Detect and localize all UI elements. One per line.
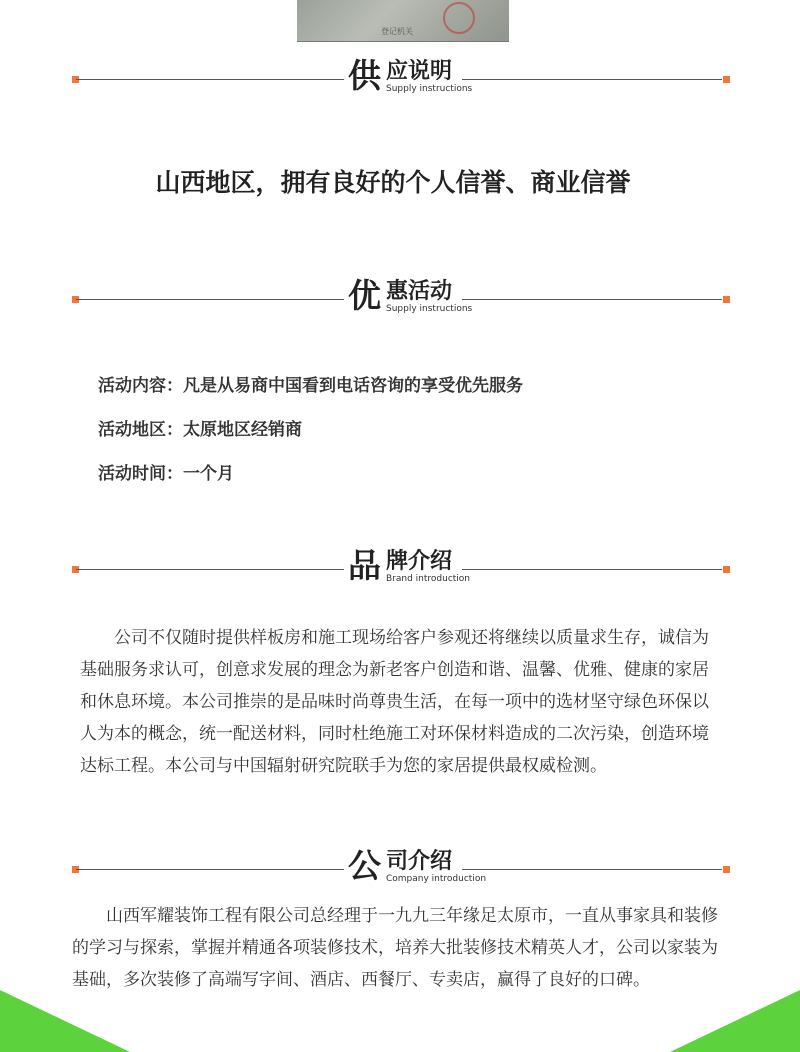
section-subtitle: Brand introduction bbox=[386, 574, 471, 584]
supply-headline: 山西地区，拥有良好的个人信誉、商业信誉 bbox=[155, 168, 631, 197]
certificate-caption: 登记机关 bbox=[381, 27, 413, 36]
divider-line-left bbox=[76, 79, 344, 80]
official-seal bbox=[443, 2, 475, 34]
divider-line-right bbox=[462, 299, 722, 300]
divider-line-right bbox=[462, 79, 722, 80]
section-title-first-char: 公 bbox=[348, 846, 381, 885]
section-title bbox=[348, 57, 472, 101]
section-title-rest: 应说明 bbox=[386, 59, 453, 84]
section-title bbox=[348, 846, 487, 891]
section-subtitle: Supply instructions bbox=[386, 84, 473, 94]
divider-dot-right bbox=[723, 866, 730, 873]
divider-dot-right bbox=[723, 296, 730, 303]
section-subtitle: Supply instructions bbox=[386, 304, 473, 314]
divider-line-left bbox=[76, 869, 344, 870]
divider-dot-right bbox=[723, 566, 730, 573]
divider-line-right bbox=[462, 869, 722, 870]
certificate-image bbox=[297, 0, 509, 42]
divider-line-left bbox=[76, 299, 344, 300]
activity-region: 活动地区：太原地区经销商 bbox=[98, 420, 302, 440]
activity-time: 活动时间：一个月 bbox=[98, 464, 234, 484]
company-intro-text: 山西军耀装饰工程有限公司总经理于一九九三年缘足太原市，一直从事家具和装修的学习与探索，掌握并精通各项装修技术，培养大批装修技术精英人才，公司以家装为基础，多次装修了高端写字间、酒店、西餐厅、专卖店，赢得了良好的口碑。 bbox=[72, 906, 718, 990]
section-title bbox=[348, 547, 472, 591]
brand-intro-text: 公司不仅随时提供样板房和施工现场给客户参观还将继续以质量求生存，诚信为基础服务求认可，创意求发展的理念为新老客户创造和谐、温馨、优雅、健康的家居和休息环境。本公司推崇的是品味时尚尊贵生活，在每一项中的选材坚守绿色环保以人为本的概念，统一配送材料，同时杜绝施工对环保材料造成的二次污染，创造环境达标工程。本公司与中国辐射研究院联手为您的家居提供最权威检测。 bbox=[80, 628, 709, 776]
section-subtitle: Company introduction bbox=[386, 874, 487, 884]
activity-content: 活动内容：凡是从易商中国看到电话咨询的享受优先服务 bbox=[98, 376, 523, 396]
section-title-rest: 惠活动 bbox=[386, 279, 453, 304]
section-title bbox=[348, 277, 472, 321]
section-title-first-char: 供 bbox=[348, 56, 381, 95]
divider-dot-right bbox=[723, 76, 730, 83]
divider-line-right bbox=[462, 569, 722, 570]
section-title-rest: 牌介绍 bbox=[386, 549, 453, 574]
green-decoration-left bbox=[0, 990, 130, 1052]
section-title-rest: 司介绍 bbox=[386, 849, 453, 874]
divider-line-left bbox=[76, 569, 344, 570]
green-decoration-right bbox=[670, 990, 800, 1052]
section-title-first-char: 品 bbox=[348, 546, 381, 585]
section-title-first-char: 优 bbox=[348, 276, 381, 315]
